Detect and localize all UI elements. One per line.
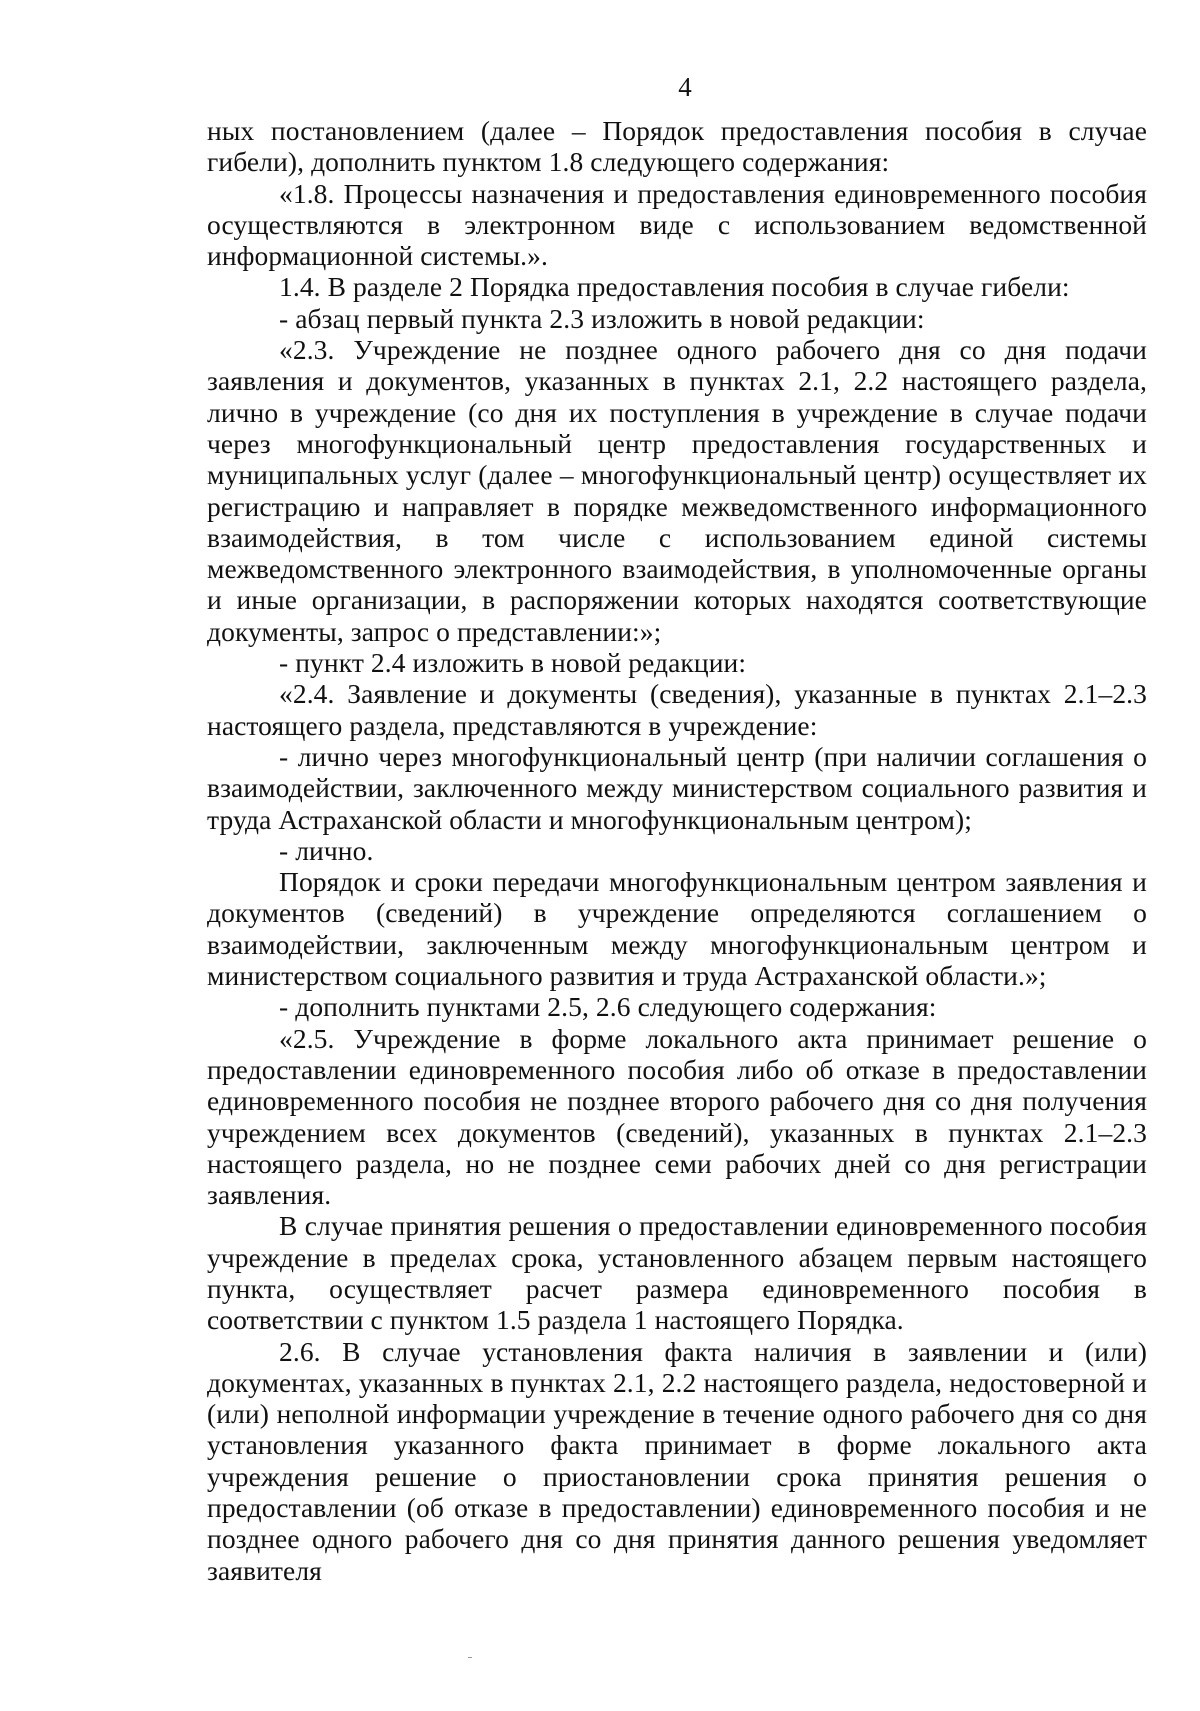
paragraph-list-personal: - лично. <box>279 834 374 866</box>
paragraph-transfer-order: Порядок и сроки передачи многофункциональным центром заявления и документов (сведений) в учреждение определяются соглашением о взаимодействии, заключенным между многофункциональным центром и министерством социального развития и труда Астраханской области.»; <box>207 866 1147 992</box>
paragraph-clause-1-8: «1.8. Процессы назначения и предоставления единовременного пособия осуществляются в электронном виде с использованием ведомственной информационной системы.». <box>207 177 1147 272</box>
scan-artifact <box>468 1657 472 1658</box>
paragraph-amend-2-4: - пункт 2.4 изложить в новой редакции: <box>279 647 747 679</box>
paragraph-clause-2-5: «2.5. Учреждение в форме локального акта принимает решение о предоставлении единовременного пособия либо об отказе в предоставлении единовременного пособия не позднее второго рабочего дня со дня получения учреждением всех документов (сведений), указанных в пунктах 2.1–2.3 настоящего раздела, но не позднее семи рабочих дней со дня регистрации заявления. <box>207 1022 1147 1211</box>
document-body <box>207 115 1147 1586</box>
paragraph-clause-2-5-calc: В случае принятия решения о предоставлении единовременного пособия учреждение в пределах срока, установленного абзацем первым настоящего пункта, осуществляет расчет размера единовременного пособия в соответствии с пунктом 1.5 раздела 1 настоящего Порядка. <box>207 1210 1147 1336</box>
paragraph-clause-2-4: «2.4. Заявление и документы (сведения), указанные в пунктах 2.1–2.3 настоящего раздела, представляются в учреждение: <box>207 678 1147 741</box>
paragraph-continuation: ных постановлением (далее – Порядок предоставления пособия в случае гибели), дополнить пунктом 1.8 следующего содержания: <box>207 115 1147 178</box>
paragraph-clause-2-6: 2.6. В случае установления факта наличия в заявлении и (или) документах, указанных в пунктах 2.1, 2.2 настоящего раздела, недостоверной и (или) неполной информации учреждение в течение одного рабочего дня со дня установления указанного факта принимает в форме локального акта учреждения решение о приостановлении срока принятия решения о предоставлении (об отказе в предоставлении) единовременного пособия и не позднее одного рабочего дня со дня принятия данного решения уведомляет заявителя <box>207 1335 1147 1586</box>
paragraph-list-mfc: - лично через многофункциональный центр (при наличии соглашения о взаимодействии, заключенного между министерством социального развития и труда Астраханской области и многофункциональным центром); <box>207 740 1147 835</box>
paragraph-clause-2-3: «2.3. Учреждение не позднее одного рабочего дня со дня подачи заявления и документов, указанных в пунктах 2.1, 2.2 настоящего раздела, лично в учреждение (со дня их поступления в учреждение в случае подачи через многофункциональный центр предоставления государственных и муниципальных услуг (далее – многофункциональный центр) осуществляет их регистрацию и направляет в порядке межведомственного информационного взаимодействия, в том числе с использованием единой системы межведомственного электронного взаимодействия, в уполномоченные органы и иные организации, в распоряжении которых находятся соответствующие документы, запрос о представлении:»; <box>207 334 1147 647</box>
page-number: 4 <box>678 72 692 102</box>
paragraph-item-1-4: 1.4. В разделе 2 Порядка предоставления пособия в случае гибели: <box>279 271 1070 303</box>
paragraph-amend-2-3: - абзац первый пункта 2.3 изложить в новой редакции: <box>279 302 925 334</box>
paragraph-amend-2-5-2-6: - дополнить пунктами 2.5, 2.6 следующего содержания: <box>279 991 937 1023</box>
